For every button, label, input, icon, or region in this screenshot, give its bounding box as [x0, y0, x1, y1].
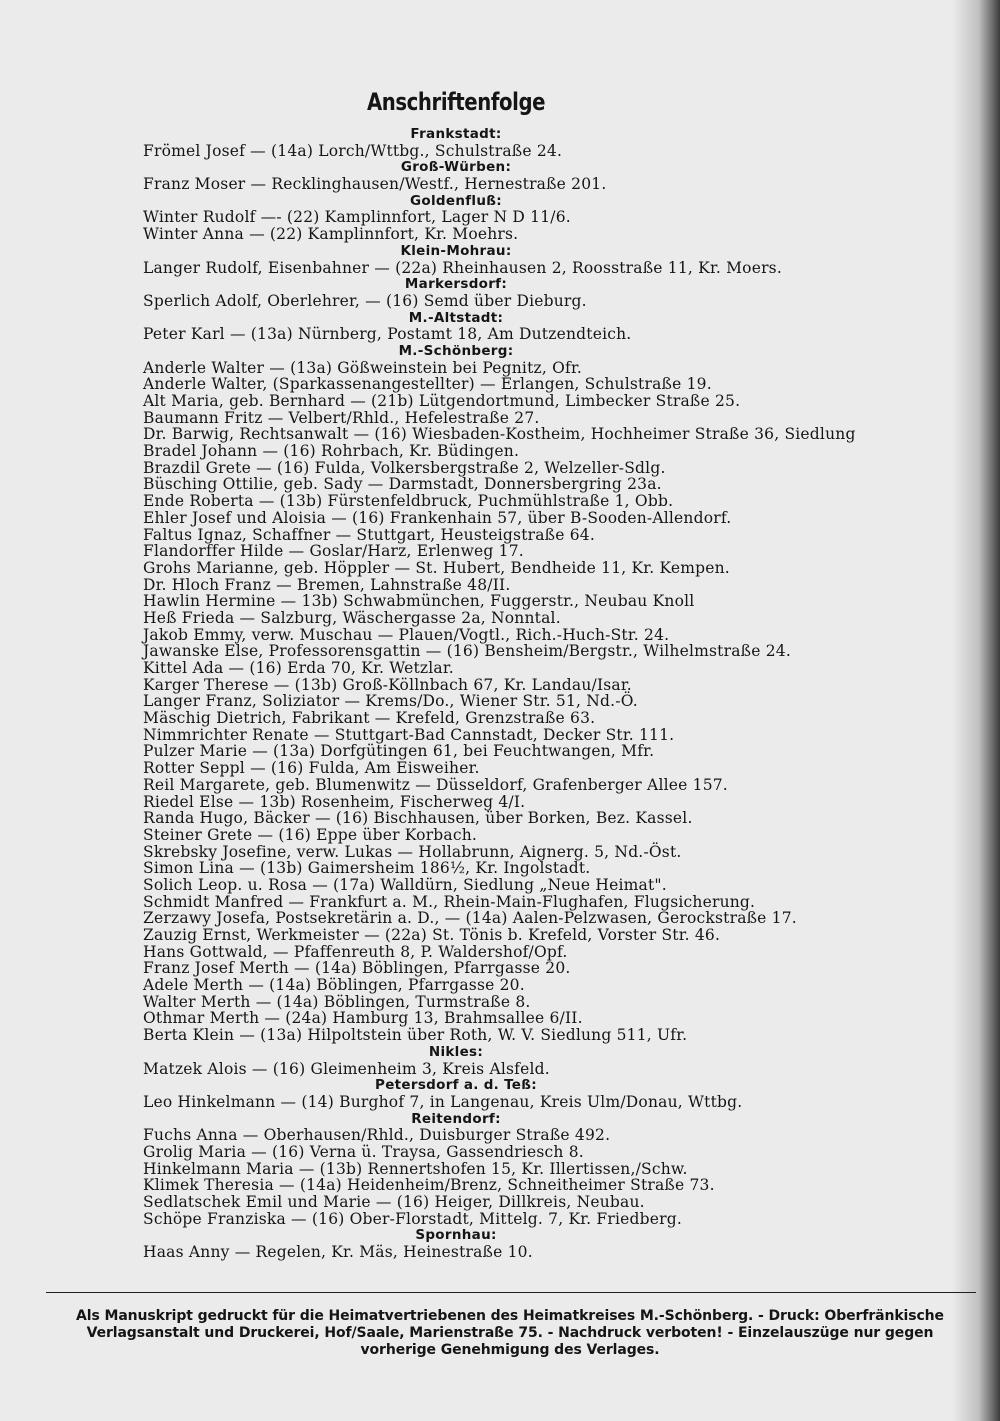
address-entry: Jawanske Else, Professorensgattin — (16) Bensheim/Bergstr., Wilhelmstraße 24.	[143, 642, 791, 661]
address-entry: Rotter Seppl — (16) Fulda, Am Eisweiher.	[143, 759, 480, 778]
address-entry: Simon Lina — (13b) Gaimersheim 186½, Kr. Ingolstadt.	[143, 859, 591, 878]
address-entry: Langer Rudolf, Eisenbahner — (22a) Rheinhausen 2, Roosstraße 11, Kr. Moers.	[143, 258, 782, 277]
address-entry: Anderle Walter — (13a) Gößweinstein bei Pegnitz, Ofr.	[143, 358, 583, 377]
address-entry: Solich Leop. u. Rosa — (17a) Walldürn, Siedlung „Neue Heimat".	[143, 875, 667, 894]
address-entry: Flandorffer Hilde — Goslar/Harz, Erlenweg 17.	[143, 542, 524, 561]
address-entry: Berta Klein — (13a) Hilpoltstein über Roth, W. V. Siedlung 511, Ufr.	[143, 1026, 688, 1045]
address-entry: Sedlatschek Emil und Marie — (16) Heiger, Dillkreis, Neubau.	[143, 1193, 645, 1211]
address-entry: Sperlich Adolf, Oberlehrer, — (16) Semd über Dieburg.	[143, 291, 587, 310]
address-entry: Ende Roberta — (13b) Fürstenfeldbruck, Puchmühlstraße 1, Obb.	[143, 492, 674, 511]
address-entry: Walter Merth — (14a) Böblingen, Turmstraße 8.	[143, 992, 531, 1011]
address-entry: Heß Frieda — Salzburg, Wäschergasse 2a, Nonntal.	[143, 608, 561, 627]
address-entry: Skrebsky Josefine, verw. Lukas — Hollabrunn, Aignerg. 5, Nd.-Öst.	[143, 842, 682, 861]
address-entry: Schmidt Manfred — Frankfurt a. M., Rhein-Main-Flughafen, Flugsicherung.	[143, 892, 756, 911]
address-entry: Pulzer Marie — (13a) Dorfgütingen 61, bei Feuchtwangen, Mfr.	[143, 742, 655, 761]
town-heading: M.-Altstadt:	[408, 309, 504, 326]
address-entry: Karger Therese — (13b) Groß-Köllnbach 67, Kr. Landau/Isar.	[143, 675, 632, 694]
address-entry: Adele Merth — (14a) Böblingen, Pfarrgasse 20.	[143, 976, 525, 995]
address-entry: Jakob Emmy, verw. Muschau — Plauen/Vogtl., Rich.-Huch-Str. 24.	[143, 625, 670, 644]
address-entry: Fuchs Anna — Oberhausen/Rhld., Duisburger Straße 492.	[143, 1126, 611, 1145]
address-entry: Anderle Walter, (Sparkassenangestellter) — Erlangen, Schulstraße 19.	[143, 375, 712, 394]
address-entry: Othmar Merth — (24a) Hamburg 13, Brahmsallee 6/II.	[143, 1009, 583, 1028]
footer-divider	[46, 1292, 976, 1293]
address-entry: Kittel Ada — (16) Erda 70, Kr. Wetzlar.	[143, 659, 454, 677]
address-entry: Franz Moser — Recklinghausen/Westf., Hernestraße 201.	[143, 175, 607, 194]
town-heading: Spornhau:	[415, 1227, 497, 1244]
address-entry: Peter Karl — (13a) Nürnberg, Postamt 18, Am Dutzendteich.	[143, 325, 632, 344]
imprint-line: Als Manuskript gedruckt für die Heimatvertriebenen des Heimatkreises M.-Schönberg. - Druck: Oberfränkische	[76, 1308, 944, 1324]
page-edge-shadow	[952, 0, 1000, 1421]
address-entry: Bradel Johann — (16) Rohrbach, Kr. Büdingen.	[143, 442, 520, 461]
address-entry: Faltus Ignaz, Schaffner — Stuttgart, Heusteigstraße 64.	[143, 525, 595, 544]
address-entry: Nimmrichter Renate — Stuttgart-Bad Cannstadt, Decker Str. 111.	[143, 725, 675, 744]
address-entry: Mäschig Dietrich, Fabrikant — Krefeld, Grenzstraße 63.	[143, 709, 596, 728]
town-heading: M.-Schönberg:	[398, 342, 514, 359]
address-entry: Alt Maria, geb. Bernhard — (21b) Lütgendortmund, Limbecker Straße 25.	[143, 392, 741, 410]
town-heading: Goldenfluß:	[410, 192, 502, 209]
address-entry: Randa Hugo, Bäcker — (16) Bischhausen, über Borken, Bez. Kassel.	[143, 809, 693, 828]
imprint-line: vorherige Genehmigung des Verlages.	[360, 1342, 660, 1358]
imprint-footer	[40, 1308, 980, 1359]
address-entry: Hawlin Hermine — 13b) Schwabmünchen, Fuggerstr., Neubau Knoll	[143, 592, 695, 611]
town-heading: Groß-Würben:	[400, 159, 512, 176]
town-heading: Markersdorf:	[404, 276, 508, 293]
address-entry: Baumann Fritz — Velbert/Rhld., Hefelestraße 27.	[143, 408, 540, 427]
imprint-line: Verlagsanstalt und Druckerei, Hof/Saale, Marienstraße 75. - Nachdruck verboten! - Einzelauszüge nur gegen	[86, 1325, 934, 1341]
address-entry: Schöpe Franziska — (16) Ober-Florstadt, Mittelg. 7, Kr. Friedberg.	[143, 1209, 682, 1228]
address-entry: Matzek Alois — (16) Gleimenheim 3, Kreis Alsfeld.	[143, 1059, 550, 1078]
address-entry: Zerzawy Josefa, Postsekretärin a. D., — (14a) Aalen-Pelzwasen, Gerockstraße 17.	[143, 909, 797, 928]
address-entry: Steiner Grete — (16) Eppe über Korbach.	[143, 825, 478, 844]
address-entry: Langer Franz, Soliziator — Krems/Do., Wiener Str. 51, Nd.-Ö.	[143, 692, 638, 711]
address-entry: Reil Margarete, geb. Blumenwitz — Düsseldorf, Grafenberger Allee 157.	[143, 775, 728, 794]
town-heading: Klein-Mohrau:	[400, 242, 512, 259]
address-entry: Hinkelmann Maria — (13b) Rennertshofen 15, Kr. Illertissen,/Schw.	[143, 1159, 688, 1178]
address-entry: Ehler Josef und Aloisia — (16) Frankenhain 57, über B-Sooden-Allendorf.	[143, 508, 732, 527]
address-entry: Hans Gottwald, — Pfaffenreuth 8, P. Waldershof/Opf.	[143, 942, 568, 961]
address-entry: Dr. Hloch Franz — Bremen, Lahnstraße 48/II.	[143, 575, 511, 594]
address-entry: Frömel Josef — (14a) Lorch/Wttbg., Schulstraße 24.	[143, 141, 563, 160]
address-entry: Haas Anny — Regelen, Kr. Mäs, Heinestraße 10.	[143, 1243, 533, 1262]
page-title: Anschriftenfolge	[366, 88, 546, 116]
address-entry: Winter Rudolf —- (22) Kamplinnfort, Lager N D 11/6.	[143, 208, 571, 227]
town-heading: Nikles:	[428, 1043, 484, 1060]
address-entry: Brazdil Grete — (16) Fulda, Volkersbergstraße 2, Welzeller-Sdlg.	[143, 458, 666, 477]
address-entry: Büsching Ottilie, geb. Sady — Darmstadt, Donnersbergring 23a.	[143, 475, 662, 494]
address-entry: Grohs Marianne, geb. Höppler — St. Hubert, Bendheide 11, Kr. Kempen.	[143, 558, 730, 577]
address-entry: Riedel Else — 13b) Rosenheim, Fischerweg 4/I.	[143, 792, 526, 811]
address-entry: Zauzig Ernst, Werkmeister — (22a) St. Tönis b. Krefeld, Vorster Str. 46.	[143, 926, 721, 944]
address-listing	[143, 126, 933, 1261]
town-heading: Reitendorf:	[411, 1110, 501, 1127]
town-heading: Petersdorf a. d. Teß:	[375, 1077, 537, 1094]
town-heading: Frankstadt:	[410, 126, 502, 142]
address-entry: Grolig Maria — (16) Verna ü. Traysa, Gassendriesch 8.	[143, 1142, 584, 1161]
address-entry: Winter Anna — (22) Kamplinnfort, Kr. Moehrs.	[143, 225, 519, 244]
address-entry: Leo Hinkelmann — (14) Burghof 7, in Langenau, Kreis Ulm/Donau, Wttbg.	[143, 1092, 743, 1111]
address-entry: Klimek Theresia — (14a) Heidenheim/Brenz, Schneitheimer Straße 73.	[143, 1176, 715, 1195]
address-entry: Dr. Barwig, Rechtsanwalt — (16) Wiesbaden-Kostheim, Hochheimer Straße 36, Siedlung	[143, 425, 856, 444]
address-entry: Franz Josef Merth — (14a) Böblingen, Pfarrgasse 20.	[143, 959, 571, 978]
